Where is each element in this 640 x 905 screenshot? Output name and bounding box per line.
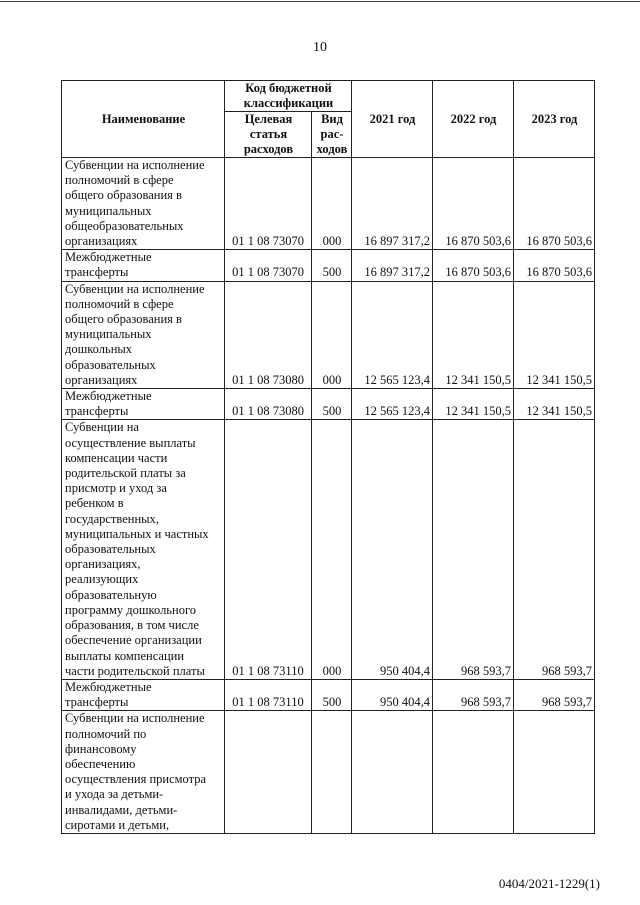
row-value-2023: [514, 711, 595, 834]
row-name: Субвенции на исполнение полномочий в сфере общего образования в муниципальных дошкольных образовательных организациях: [62, 281, 225, 388]
table-row: [62, 711, 595, 834]
table-row: [62, 281, 595, 388]
row-value-2022: 968 593,7: [433, 420, 514, 679]
row-name: Субвенции на осуществление выплаты компенсации части родительской платы за присмотр и уход за ребенком в государственных, муниципальных и частных образовательных организациях, реализующих образовательную программу дошкольного образования, в том числе обеспечение организации выплаты компенсации части родительской платы: [62, 420, 225, 679]
table-row: [62, 679, 595, 710]
page-number: 10: [313, 40, 327, 55]
row-expense-type: 000: [312, 158, 352, 250]
row-name: Межбюджетные трансферты: [62, 250, 225, 281]
header-code-group: Код бюджетной классификации: [225, 81, 352, 112]
row-value-2022: 16 870 503,6: [433, 158, 514, 250]
row-value-2022: 12 341 150,5: [433, 281, 514, 388]
row-value-2022: 12 341 150,5: [433, 389, 514, 420]
row-value-2023: 12 341 150,5: [514, 281, 595, 388]
table-header: [62, 81, 595, 158]
row-value-2023: 968 593,7: [514, 679, 595, 710]
row-name: Субвенции на исполнение полномочий по финансовому обеспечению осуществления присмотра и ухода за детьми- инвалидами, детьми- сиротами и детьми,: [62, 711, 225, 834]
row-value-2022: [433, 711, 514, 834]
row-target-article: [225, 711, 312, 834]
row-value-2021: [352, 711, 433, 834]
row-value-2021: 16 897 317,2: [352, 158, 433, 250]
row-value-2023: 12 341 150,5: [514, 389, 595, 420]
header-2021: 2021 год: [352, 81, 433, 158]
row-value-2021: 950 404,4: [352, 679, 433, 710]
row-value-2022: 16 870 503,6: [433, 250, 514, 281]
table-body: [62, 158, 595, 834]
row-name: Межбюджетные трансферты: [62, 679, 225, 710]
row-value-2023: 968 593,7: [514, 420, 595, 679]
header-2023: 2023 год: [514, 81, 595, 158]
row-value-2023: 16 870 503,6: [514, 158, 595, 250]
table-row: [62, 420, 595, 679]
row-name: Субвенции на исполнение полномочий в сфере общего образования в муниципальных общеобразовательных организациях: [62, 158, 225, 250]
row-value-2021: 12 565 123,4: [352, 281, 433, 388]
header-target-article: Целевая статья расходов: [225, 112, 312, 158]
row-value-2021: 12 565 123,4: [352, 389, 433, 420]
row-expense-type: 500: [312, 389, 352, 420]
table-row: [62, 250, 595, 281]
document-code: 0404/2021-1229(1): [498, 876, 600, 891]
row-target-article: 01 1 08 73070: [225, 158, 312, 250]
row-value-2022: 968 593,7: [433, 679, 514, 710]
row-target-article: 01 1 08 73080: [225, 281, 312, 388]
row-target-article: 01 1 08 73110: [225, 420, 312, 679]
table-row: [62, 389, 595, 420]
header-name: Наименование: [62, 81, 225, 158]
header-expense-type: Вид рас-ходов: [312, 112, 352, 158]
row-target-article: 01 1 08 73110: [225, 679, 312, 710]
row-value-2021: 950 404,4: [352, 420, 433, 679]
row-expense-type: [312, 711, 352, 834]
row-target-article: 01 1 08 73080: [225, 389, 312, 420]
row-name: Межбюджетные трансферты: [62, 389, 225, 420]
row-expense-type: 000: [312, 281, 352, 388]
row-expense-type: 500: [312, 250, 352, 281]
top-border-line: [0, 1, 640, 2]
budget-table: [61, 80, 595, 834]
row-expense-type: 500: [312, 679, 352, 710]
row-expense-type: 000: [312, 420, 352, 679]
row-target-article: 01 1 08 73070: [225, 250, 312, 281]
header-2022: 2022 год: [433, 81, 514, 158]
row-value-2023: 16 870 503,6: [514, 250, 595, 281]
table-row: [62, 158, 595, 250]
row-value-2021: 16 897 317,2: [352, 250, 433, 281]
